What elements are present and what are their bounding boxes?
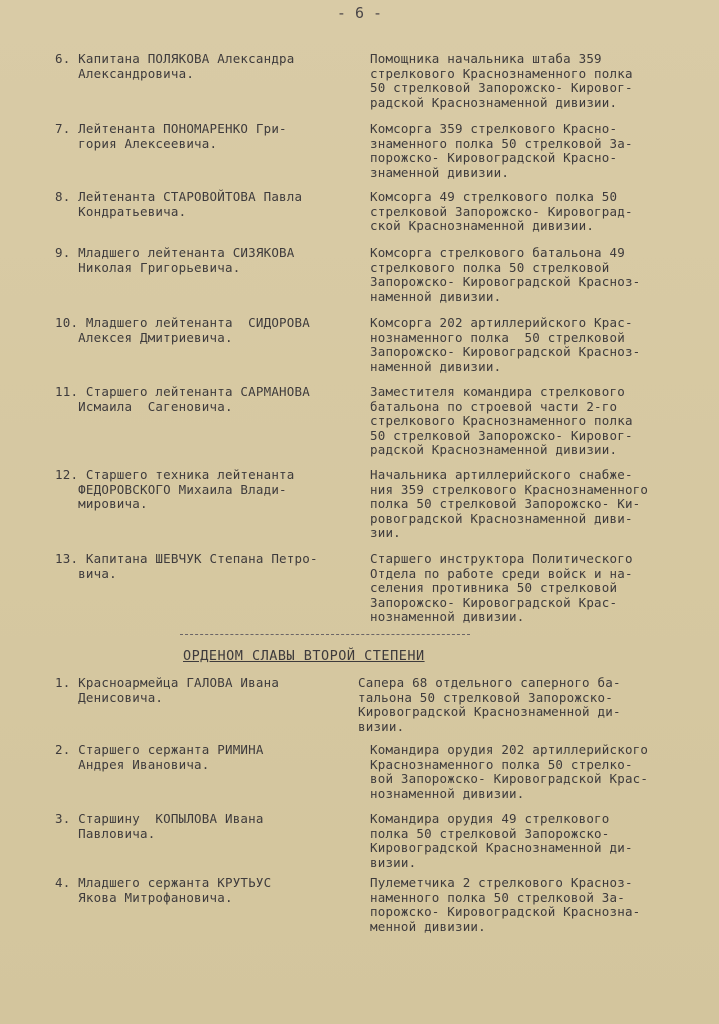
page-number: - 6 - <box>336 4 383 22</box>
entry-name-s2-2: 2. Старшего сержанта РИМИНА Андрея Ивановича. <box>55 742 264 772</box>
entry-name-11: 11. Старшего лейтенанта САРМАНОВА Исмаила Сагеновича. <box>55 384 310 414</box>
section-divider <box>180 634 470 635</box>
entry-name-9: 9. Младшего лейтенанта СИЗЯКОВА Николая Григорьевича. <box>55 245 295 275</box>
section-title-order-of-glory: ОРДЕНОМ СЛАВЫ ВТОРОЙ СТЕПЕНИ <box>183 648 425 664</box>
entry-position-13: Старшего инструктора Политического Отдела по работе среди войск и на- селения противника 50 стрелковой Запорожско- Кировоградской Крас- нознаменной дивизии. <box>370 551 633 624</box>
entry-name-12: 12. Старшего техника лейтенанта ФЕДОРОВСКОГО Михаила Влади- мировича. <box>55 467 295 511</box>
entry-name-6: 6. Капитана ПОЛЯКОВА Александра Александровича. <box>55 51 295 81</box>
entry-position-s2-3: Командира орудия 49 стрелкового полка 50 стрелковой Запорожско- Кировоградской Краснознаменной ди- визии. <box>370 811 633 870</box>
entry-name-10: 10. Младшего лейтенанта СИДОРОВА Алексея Дмитриевича. <box>55 315 310 345</box>
entry-position-9: Комсорга стрелкового батальона 49 стрелкового полка 50 стрелковой Запорожско- Кировоградской Красноз- наменной дивизии. <box>370 245 641 304</box>
entry-position-10: Комсорга 202 артиллерийского Крас- нознаменного полка 50 стрелковой Запорожско- Кировоградской Красноз- наменной дивизии. <box>370 315 641 374</box>
entry-name-s2-1: 1. Красноармейца ГАЛОВА Ивана Денисовича. <box>55 675 280 705</box>
entry-name-13: 13. Капитана ШЕВЧУК Степана Петро- вича. <box>55 551 318 581</box>
entry-position-6: Помощника начальника штаба 359 стрелкового Краснознаменного полка 50 стрелковой Запорожско- Кировог- радской Краснознаменной дивизии. <box>370 51 633 110</box>
entry-position-s2-2: Командира орудия 202 артиллерийского Краснознаменного полка 50 стрелко- вой Запорожско- Кировоградской Крас- нознаменной дивизии. <box>370 742 649 801</box>
entry-name-s2-4: 4. Младшего сержанта КРУТЬУС Якова Митрофановича. <box>55 875 272 905</box>
entry-position-12: Начальника артиллерийского снабже- ния 359 стрелкового Краснознаменного полка 50 стрелковой Запорожско- Ки- ровоградской Краснознаменной диви- зии. <box>370 467 649 540</box>
entry-position-8: Комсорга 49 стрелкового полка 50 стрелковой Запорожско- Кировоград- ской Краснознаменной дивизии. <box>370 189 633 233</box>
entry-position-7: Комсорга 359 стрелкового Красно- знаменного полка 50 стрелковой За- порожско- Кировоградской Красно- знаменной дивизии. <box>370 121 633 180</box>
entry-name-7: 7. Лейтенанта ПОНОМАРЕНКО Гри- гория Алексеевича. <box>55 121 287 151</box>
entry-position-s2-4: Пулеметчика 2 стрелкового Красноз- наменного полка 50 стрелковой За- порожско- Кировоградской Краснозна- менной дивизии. <box>370 875 641 934</box>
entry-position-11: Заместителя командира стрелкового батальона по строевой части 2-го стрелкового Краснознаменного полка 50 стрелковой Запорожско- Кировог- радской Краснознаменной дивизии. <box>370 384 633 457</box>
entry-name-s2-3: 3. Старшину КОПЫЛОВА Ивана Павловича. <box>55 811 264 841</box>
entry-name-8: 8. Лейтенанта СТАРОВОЙТОВА Павла Кондратьевича. <box>55 189 303 219</box>
entry-position-s2-1: Сапера 68 отдельного саперного ба- тальона 50 стрелковой Запорожско- Кировоградской Краснознаменной ди- визии. <box>358 675 621 734</box>
